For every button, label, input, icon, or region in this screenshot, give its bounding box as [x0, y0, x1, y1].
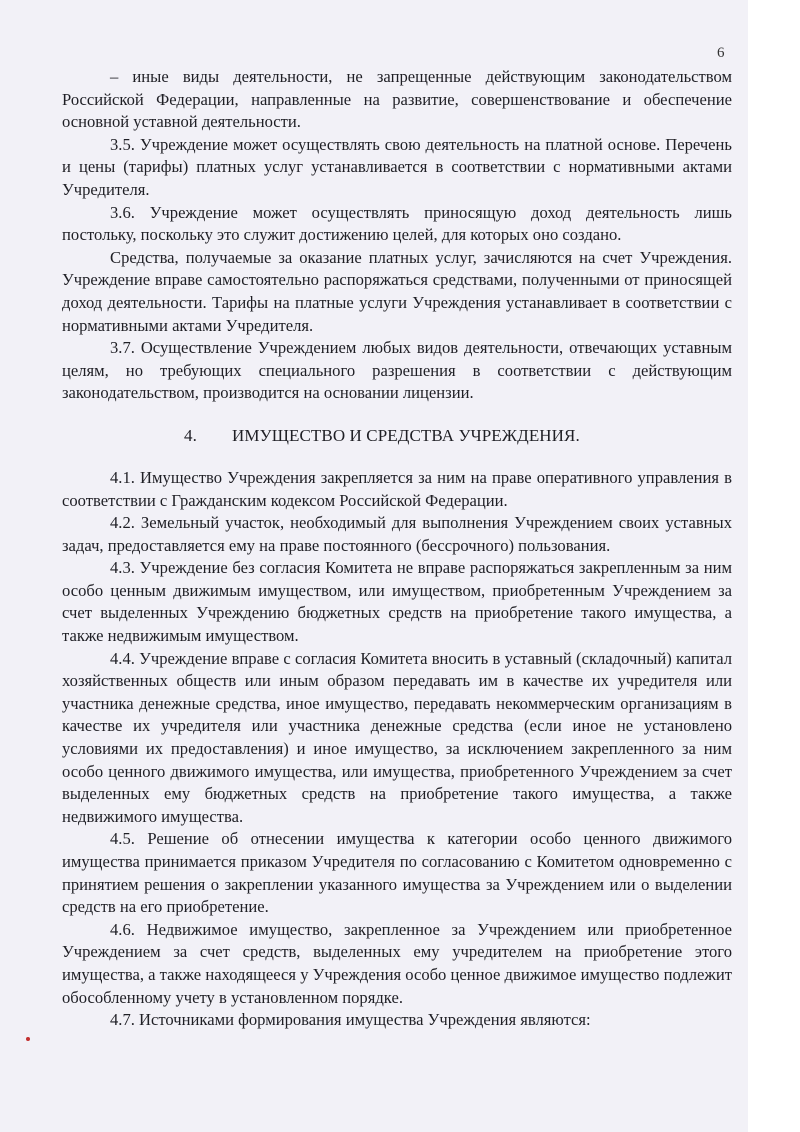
paragraph-4-7: 4.7. Источниками формирования имущества Учреждения являются: — [110, 1010, 591, 1030]
paragraph-4-2: 4.2. Земельный участок, необходимый для выполнения Учреждением своих уставных задач, предоставляется ему на праве постоянного (бессрочного) пользования. — [62, 513, 732, 555]
paragraph-4-3: 4.3. Учреждение без согласия Комитета не вправе распоряжаться закрепленным за ним особо ценным движимым имуществом, или имуществом, приобретенным Учреждением за счет выделенных Учреждению бюджетных средств на приобретение такого имущества, а также недвижимым имуществом. — [62, 558, 732, 646]
paragraph-3-7: 3.7. Осуществление Учреждением любых видов деятельности, отвечающих уставным целям, но требующих специального разрешения в соответствии с действующим законодательством, производится на основании лицензии. — [62, 338, 732, 403]
ink-speck — [26, 1037, 30, 1041]
document-body — [62, 66, 732, 1032]
scan-margin — [748, 0, 800, 1132]
section-heading — [62, 424, 732, 448]
section-number: 4. — [184, 425, 197, 445]
paragraph-4-5: 4.5. Решение об отнесении имущества к категории особо ценного движимого имущества принимается приказом Учредителя по согласованию с Комитетом одновременно с принятием решения о закреплении указанного имущества за Учреждением или о выделении средств на его приобретение. — [62, 829, 732, 917]
paragraph-3-6: 3.6. Учреждение может осуществлять приносящую доход деятельность лишь постольку, поскольку это служит достижению целей, для которых оно создано. — [62, 202, 732, 245]
section-title: ИМУЩЕСТВО И СРЕДСТВА УЧРЕЖДЕНИЯ. — [232, 425, 580, 445]
paragraph-3-5: 3.5. Учреждение может осуществлять свою деятельность на платной основе. Перечень и цены (тарифы) платных услуг устанавливается в соответствии с нормативными актами Учредителя. — [62, 134, 732, 199]
page-number: 6 — [717, 45, 725, 61]
paragraph-paid-services-funds: Средства, получаемые за оказание платных услуг, зачисляются на счет Учреждения. Учреждение вправе самостоятельно распоряжаться средствами, полученными от приносящей доход деятельности. Тарифы на платные услуги Учреждения устанавливает в соответствии с нормативными актами Учредителя. — [62, 247, 732, 335]
paragraph-4-4: 4.4. Учреждение вправе с согласия Комитета вносить в уставный (складочный) капитал хозяйственных обществ или иным образом передавать им в качестве их учредителя или участника денежные средства, иное имущество, передавать некоммерческим организациям в качестве их учредителя или участника денежные средства (если иное не установлено условиями их предоставления) и иное имущество, за исключением закрепленного за ним особо ценного движимого имущества, или имущества, приобретенного Учреждением за счет выделенных ему бюджетных средств на приобретение такого имущества, а также недвижимого имущества. — [62, 648, 732, 826]
paragraph-other-activities: – иные виды деятельности, не запрещенные действующим законодательством Российской Федерации, направленные на развитие, совершенствование и обеспечение основной уставной деятельности. — [62, 67, 732, 132]
paragraph-4-1: 4.1. Имущество Учреждения закрепляется за ним на праве оперативного управления в соответствии с Гражданским кодексом Российской Федерации. — [62, 467, 732, 510]
paragraph-4-6: 4.6. Недвижимое имущество, закрепленное за Учреждением или приобретенное Учреждением за счет средств, выделенных ему учредителем на приобретение этого имущества, а также находящееся у Учреждения особо ценное движимое имущество подлежит обособленному учету в установленном порядке. — [62, 919, 732, 1007]
